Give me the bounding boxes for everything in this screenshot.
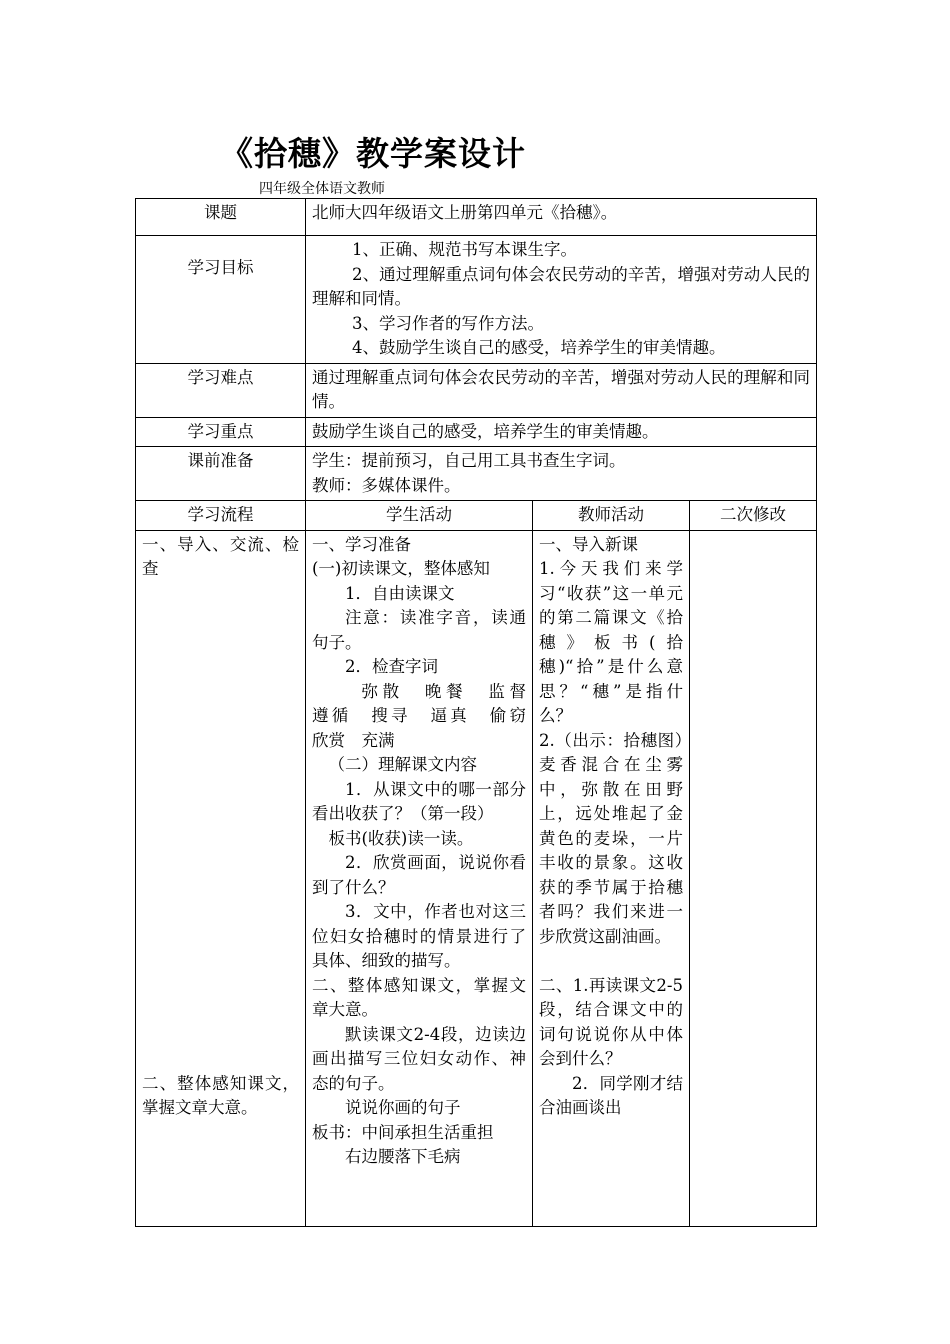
prep-label: 课前准备 [136, 447, 306, 501]
key-value: 鼓励学生谈自己的感受，培养学生的审美情趣。 [306, 417, 817, 447]
student-line: 1．从课文中的哪一部分看出收获了？（第一段） [312, 779, 526, 823]
student-line: 2．检查字词 [345, 657, 438, 676]
student-line: （二）理解课文内容 [328, 755, 477, 774]
student-activity-cell [306, 530, 543, 1226]
prep-value [306, 447, 817, 501]
teacher-line: 2．同学刚才结合油画谈出 [539, 1073, 683, 1117]
prep-teacher: 教师：多媒体课件。 [312, 475, 461, 495]
goals-label: 学习目标 [136, 236, 306, 364]
teacher-line: 二、1.再读课文2-5段，结合课文中的词句说说你从中体会到什么？ [539, 975, 683, 1068]
document-title: 《拾穗》教学案设计 [220, 134, 526, 173]
topic-label: 课题 [136, 199, 306, 236]
student-line: 一、学习准备 [312, 534, 411, 554]
student-line: 1．自由读课文 [345, 583, 455, 603]
col-header-flow: 学习流程 [136, 501, 306, 531]
row-prep [136, 447, 817, 501]
row-key [136, 417, 817, 447]
student-line: 板书：中间承担生活重担 [312, 1122, 494, 1142]
flow-cell [136, 530, 306, 1226]
row-goals [136, 236, 817, 364]
col-header-student: 学生活动 [306, 501, 533, 531]
teacher-line: 2.（出示：拾穗图）麦香混合在尘雾中，弥散在田野上，远处堆起了金黄色的麦垛，一片丰收的景象。这收获的季节属于拾穗者吗？我们来进一步欣赏这副油画。 [539, 730, 683, 946]
prep-student: 学生：提前预习，自己用工具书查生字词。 [312, 451, 626, 470]
teacher-activity-cell [533, 530, 690, 1226]
student-line: 弥散 晚餐 监督 遵循 搜寻 逼真 偷窃 欣赏 充满 [312, 681, 543, 750]
student-line: (一)初读课文，整体感知 [312, 559, 490, 578]
student-line: 二、整体感知课文，掌握文章大意。 [312, 975, 526, 1019]
goal-item: 1、正确、规范书写本课生字。 [352, 240, 577, 259]
student-line: 右边腰落下毛病 [345, 1147, 461, 1166]
goal-item: 2、通过理解重点词句体会农民劳动的辛苦，增强对劳动人民的理解和同情。 [312, 264, 811, 308]
student-line: 3．文中，作者也对这三位妇女拾穗时的情景进行了具体、细致的描写。 [312, 902, 526, 970]
lesson-plan-table [135, 198, 817, 1227]
flow-step-2: 二、整体感知课文，掌握文章大意。 [142, 1073, 299, 1117]
teacher-line: 1.今天我们来学习“收获”这一单元的第二篇课文《拾穗》板书(拾穗)“拾”是什么意思？“穗”是指什么？ [539, 559, 683, 725]
student-line: 板书(收获)读一读。 [328, 828, 474, 848]
document-subtitle: 四年级全体语文教师 [259, 181, 385, 197]
row-difficulty [136, 363, 817, 417]
student-line: 说说你画的句子 [345, 1098, 461, 1117]
difficulty-label: 学习难点 [136, 363, 306, 417]
key-label: 学习重点 [136, 417, 306, 447]
row-column-headers [136, 501, 817, 531]
student-line: 默读课文2-4段，边读边画出描写三位妇女动作、神态的句子。 [312, 1024, 526, 1093]
difficulty-value: 通过理解重点词句体会农民劳动的辛苦，增强对劳动人民的理解和同情。 [306, 363, 817, 417]
student-line: 2．欣赏画面，说说你看到了什么？ [312, 853, 526, 897]
col-header-revision: 二次修改 [690, 501, 817, 531]
goals-list [306, 236, 817, 364]
row-process [136, 530, 817, 1226]
student-line: 注意：读准字音，读通句子。 [312, 608, 526, 652]
col-header-teacher: 教师活动 [533, 501, 690, 531]
flow-step-1: 一、导入、交流、检查 [142, 534, 299, 578]
row-topic [136, 199, 817, 236]
revision-cell [690, 530, 817, 1226]
topic-value: 北师大四年级语文上册第四单元《拾穗》。 [306, 199, 817, 236]
goal-item: 3、学习作者的写作方法。 [352, 313, 544, 333]
teacher-line: 一、导入新课 [539, 534, 638, 554]
goal-item: 4、鼓励学生谈自己的感受，培养学生的审美情趣。 [352, 338, 726, 357]
